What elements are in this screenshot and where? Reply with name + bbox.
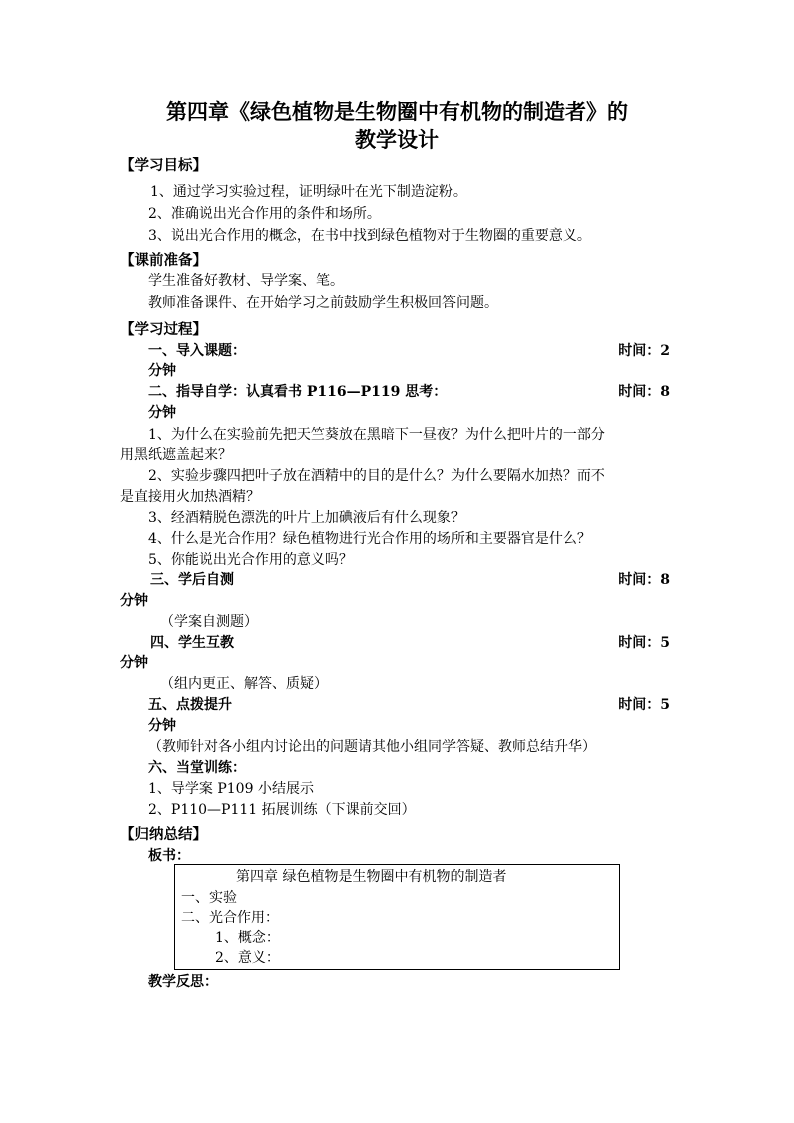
document-title-line2: 教学设计 [355, 127, 439, 152]
document-title-line1: 第四章《绿色植物是生物圈中有机物的制造者》的 [166, 99, 628, 124]
objectives-heading: 【学习目标】 [120, 157, 207, 174]
board-label: 板书： [148, 848, 190, 864]
step3-note: （学案自测题） [160, 614, 258, 630]
process-heading: 【学习过程】 [120, 321, 207, 338]
step2-unit: 分钟 [148, 405, 176, 421]
board-line: 2、意义： [215, 950, 280, 966]
step4-time: 时间：5 [618, 635, 670, 651]
question-line: 1、为什么在实验前先把天竺葵放在黑暗下一昼夜？为什么把叶片的一部分 [148, 427, 605, 443]
prep-item: 教师准备课件、在开始学习之前鼓励学生积极回答问题。 [148, 295, 498, 311]
step4-unit: 分钟 [120, 655, 148, 671]
objective-item: 2、准确说出光合作用的条件和场所。 [148, 206, 381, 222]
board-title: 第四章 绿色植物是生物圈中有机物的制造者 [236, 869, 507, 885]
step1-unit: 分钟 [148, 363, 176, 379]
board-line: 一、实验 [181, 890, 237, 906]
step2-label: 二、指导自学：认真看书 P116—P119 思考： [148, 384, 448, 400]
step4-label: 四、学生互教 [150, 635, 234, 651]
question-line: 用黑纸遮盖起来？ [120, 447, 232, 463]
training-item: 1、导学案 P109 小结展示 [148, 781, 314, 797]
question-line: 是直接用火加热酒精？ [120, 489, 260, 505]
step2-time: 时间：8 [618, 384, 670, 400]
reflection-label: 教学反思： [148, 974, 218, 990]
objective-item: 1、通过学习实验过程，证明绿叶在光下制造淀粉。 [150, 184, 467, 200]
step5-label: 五、点拨提升 [148, 697, 232, 713]
board-line: 1、概念： [215, 930, 280, 946]
question-line: 5、你能说出光合作用的意义吗？ [148, 552, 353, 568]
step4-note: （组内更正、解答、质疑） [160, 676, 328, 692]
prep-item: 学生准备好教材、导学案、笔。 [148, 273, 344, 289]
step3-label: 三、学后自测 [150, 572, 234, 588]
step1-time: 时间：2 [618, 343, 670, 359]
step3-time: 时间：8 [618, 572, 670, 588]
question-line: 3、经酒精脱色漂洗的叶片上加碘液后有什么现象？ [148, 510, 465, 526]
objective-item: 3、说出光合作用的概念，在书中找到绿色植物对于生物圈的重要意义。 [148, 228, 591, 244]
question-line: 4、什么是光合作用？绿色植物进行光合作用的场所和主要器官是什么？ [148, 531, 591, 547]
summary-heading: 【归纳总结】 [120, 826, 207, 843]
blackboard-box [174, 864, 620, 970]
board-line: 二、光合作用： [181, 910, 279, 926]
step5-time: 时间：5 [618, 697, 670, 713]
prep-heading: 【课前准备】 [120, 252, 207, 269]
step5-unit: 分钟 [148, 718, 176, 734]
step3-unit: 分钟 [120, 593, 148, 609]
step1-label: 一、导入课题： [148, 343, 246, 359]
training-item: 2、P110—P111 拓展训练（下课前交回） [148, 802, 416, 818]
step6-label: 六、当堂训练： [148, 760, 246, 776]
question-line: 2、实验步骤四把叶子放在酒精中的目的是什么？为什么要隔水加热？而不 [148, 468, 605, 484]
step5-note: （教师针对各小组内讨论出的问题请其他小组同学答疑、教师总结升华） [148, 739, 596, 755]
